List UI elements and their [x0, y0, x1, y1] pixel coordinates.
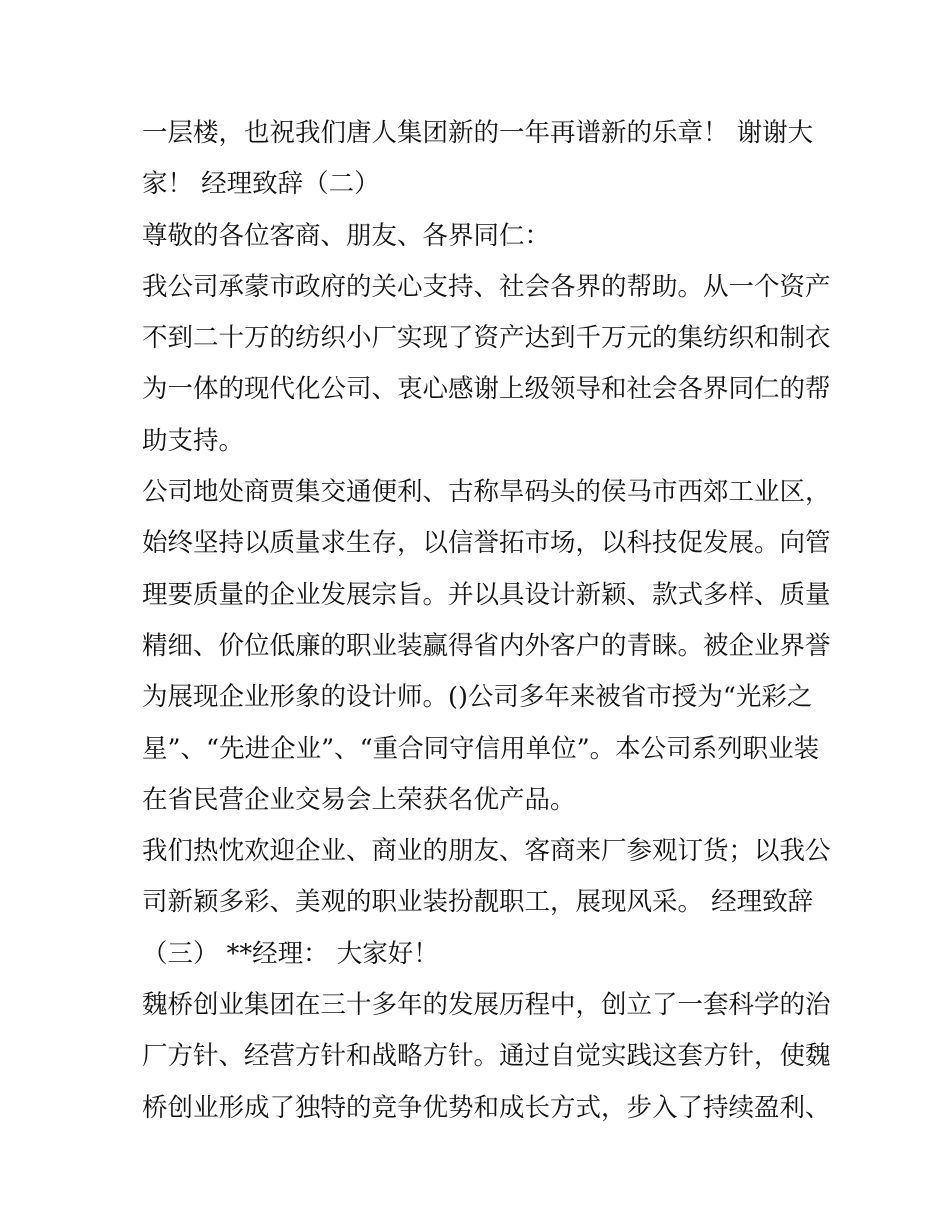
body-text	[142, 108, 831, 1134]
text-line: 我们热忱欢迎企业、商业的朋友、客商来厂参观订货；以我公	[142, 836, 831, 867]
text-line: 为一体的现代化公司、衷心感谢上级领导和社会各界同仁的帮	[142, 374, 831, 405]
text-line: 桥创业形成了独特的竞争优势和成长方式，步入了持续盈利、	[142, 1092, 831, 1123]
text-line: 公司地处商贾集交通便利、古称旱码头的侯马市西郊工业区，	[142, 477, 831, 508]
text-line: 在省民营企业交易会上荣获名优产品。	[142, 784, 576, 815]
text-line: 司新颖多彩、美观的职业装扮靓职工，展现风采。 经理致辞	[142, 887, 814, 918]
text-line: 尊敬的各位客商、朋友、各界同仁：	[142, 220, 551, 251]
text-line: 理要质量的企业发展宗旨。并以具设计新颖、款式多样、质量	[142, 579, 831, 610]
text-line: （三） **经理： 大家好！	[142, 938, 439, 969]
text-line: 始终坚持以质量求生存，以信誉拓市场，以科技促发展。向管	[142, 528, 831, 559]
text-line: 星”、“先进企业”、“重合同守信用单位”。本公司系列职业装	[142, 733, 820, 764]
text-line: 为展现企业形象的设计师。()公司多年来被省市授为“光彩之	[142, 682, 813, 713]
text-line: 家！ 经理致辞（二）	[142, 169, 380, 200]
text-line: 不到二十万的纺织小厂实现了资产达到千万元的集纺织和制衣	[142, 323, 831, 354]
text-line: 精细、价位低廉的职业装赢得省内外客户的青睐。被企业界誉	[142, 630, 831, 661]
text-line: 厂方针、经营方针和战略方针。通过自觉实践这套方针，使魏	[142, 1041, 831, 1072]
text-line: 助支持。	[142, 425, 245, 456]
text-line: 一层楼，也祝我们唐人集团新的一年再谱新的乐章！ 谢谢大	[142, 118, 814, 148]
text-line: 我公司承蒙市政府的关心支持、社会各界的帮助。从一个资产	[142, 271, 831, 302]
text-line: 魏桥创业集团在三十多年的发展历程中，创立了一套科学的治	[142, 990, 831, 1021]
